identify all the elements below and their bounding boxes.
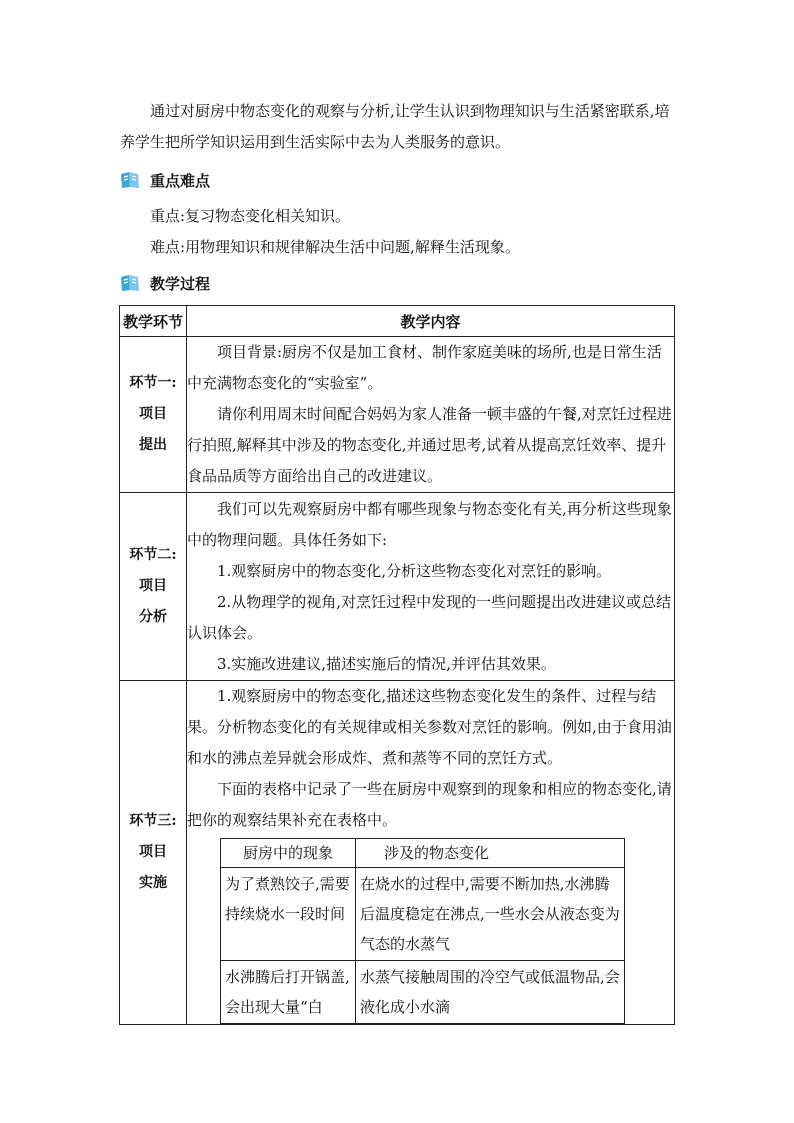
stage-line: 实施 — [139, 875, 167, 891]
content-paragraph: 下面的表格中记录了一些在厨房中观察到的现象和相应的物态变化,请把你的观察结果补充在表格中。 — [187, 780, 672, 829]
content-cell — [187, 493, 675, 681]
stage-line: 分析 — [139, 609, 167, 625]
content-paragraph: 请你利用周末时间配合妈妈为家人准备一顿丰盛的午餐,对烹饪过程进行拍照,解释其中涉及的物态变化,并通过思考,试着从提高烹饪效率、提升食品品质等方面给出自己的改进建议。 — [187, 405, 672, 485]
book-icon — [120, 274, 140, 292]
stage-cell — [120, 493, 187, 681]
stage-line: 提出 — [139, 437, 167, 453]
stage-line: 项目 — [139, 406, 167, 422]
stage-line: 项目 — [139, 844, 167, 860]
book-icon — [120, 171, 140, 189]
stage-line: 项目 — [139, 578, 167, 594]
observation-header-row — [221, 839, 625, 868]
header-content: 教学内容 — [187, 306, 675, 337]
table-header-row — [120, 306, 675, 337]
content-paragraph: 我们可以先观察厨房中都有哪些现象与物态变化有关,再分析这些现象中的物理问题。具体任务如下: — [187, 499, 672, 549]
stage-line: 环节三: — [129, 813, 177, 829]
difficulty-text: 难点:用物理知识和规律解决生活中问题,解释生活现象。 — [150, 238, 520, 256]
intro-paragraph: 通过对厨房中物态变化的观察与分析,让学生认识到物理知识与生活紧密联系,培养学生把所学知识运用到生活实际中去为人类服务的意识。 — [120, 102, 670, 151]
table-row — [120, 337, 675, 493]
teaching-process-table — [119, 305, 675, 1025]
observation-change: 在烧水的过程中,需要不断加热,水沸腾后温度稳定在沸点,一些水会从液态变为气态的水蒸气 — [356, 868, 625, 961]
observation-row — [221, 868, 625, 961]
stage-line: 环节一: — [129, 375, 177, 391]
observation-phenomenon: 为了煮熟饺子,需要持续烧水一段时间 — [221, 868, 356, 961]
observation-phenomenon: 水沸腾后打开锅盖,会出现大量“白 — [221, 961, 356, 1024]
observation-header: 涉及的物态变化 — [356, 839, 625, 868]
observation-table — [220, 838, 625, 1024]
section-heading-key-points — [120, 168, 210, 192]
table-row — [120, 493, 675, 681]
key-point-text: 重点:复习物态变化相关知识。 — [150, 207, 351, 225]
content-paragraph: 项目背景:厨房不仅是加工食材、制作家庭美味的场所,也是日常生活中充满物态变化的“实验室”。 — [187, 343, 662, 392]
observation-row — [221, 961, 625, 1024]
observation-header: 厨房中的现象 — [221, 839, 356, 868]
content-paragraph: 1.观察厨房中的物态变化,描述这些物态变化发生的条件、过程与结果。分析物态变化的有关规律或相关参数对烹饪的影响。例如,由于食用油和水的沸点差异就会形成炸、煮和蒸等不同的烹饪方式。 — [187, 687, 672, 767]
content-cell — [187, 681, 675, 1025]
section-title: 教学过程 — [150, 274, 211, 293]
stage-line: 环节二: — [129, 547, 177, 563]
table-row — [120, 681, 675, 1025]
section-title: 重点难点 — [150, 171, 211, 190]
header-stage: 教学环节 — [120, 306, 187, 337]
section-heading-process — [120, 271, 210, 295]
content-paragraph: 1.观察厨房中的物态变化,分析这些物态变化对烹饪的影响。 — [217, 561, 612, 580]
stage-cell — [120, 681, 187, 1025]
stage-cell — [120, 337, 187, 493]
content-cell — [187, 337, 675, 493]
content-paragraph: 3.实施改进建议,描述实施后的情况,并评估其效果。 — [217, 654, 556, 673]
observation-change: 水蒸气接触周围的冷空气或低温物品,会液化成小水滴 — [356, 961, 625, 1024]
content-paragraph: 2.从物理学的视角,对烹饪过程中发现的一些问题提出改进建议或总结认识体会。 — [187, 592, 672, 642]
